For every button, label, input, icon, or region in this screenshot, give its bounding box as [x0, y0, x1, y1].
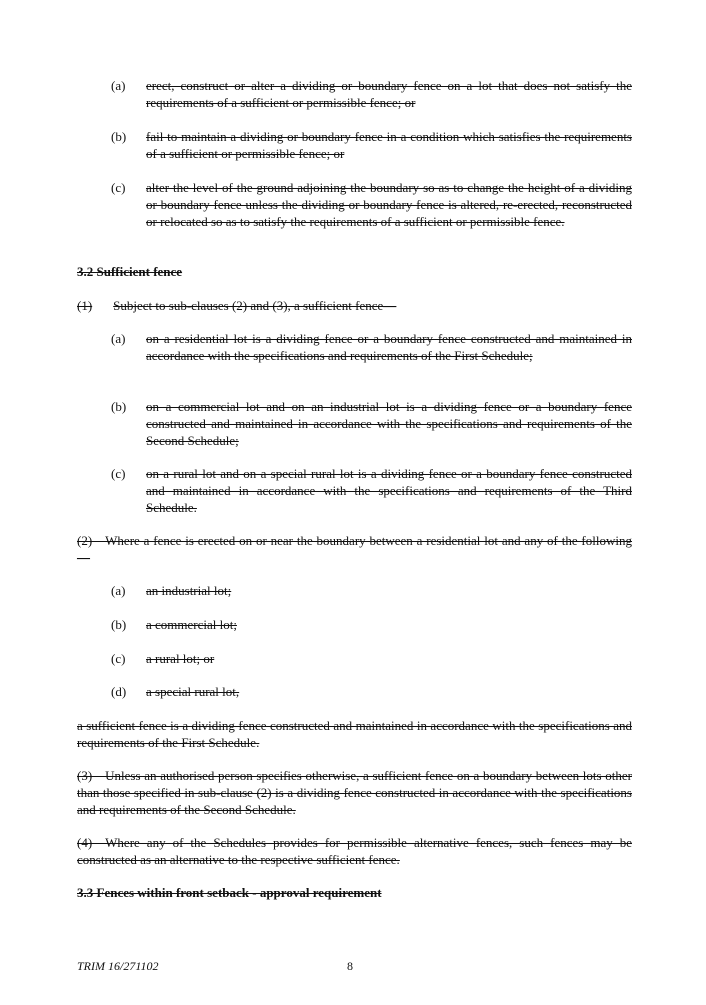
clause-1-item-a [111, 330, 632, 364]
clause-1-label: (1) [77, 298, 93, 313]
clause-1-item-c [111, 465, 632, 516]
clause-2-item-c-label: (c) [111, 651, 126, 666]
intro-item-b-label: (b) [111, 129, 127, 144]
clause-1-item-b-label: (b) [111, 399, 127, 414]
clause-2-item-a [111, 582, 632, 599]
intro-item-a [111, 77, 632, 111]
clause-2-item-b [111, 616, 632, 633]
clause-3: (3) Unless an authorised person specifies otherwise, a sufficient fence on a boundary between lots other than those specified in sub-clause (2) is a dividing fence constructed in accordance with the specifications and requirements of the Second Schedule. [77, 768, 632, 817]
section-heading-3-3: 3.3 Fences within front setback - approval requirement [77, 885, 382, 900]
clause-2-item-d-text: a special rural lot, [146, 684, 240, 699]
clause-2-item-b-text: a commercial lot; [146, 617, 237, 632]
intro-item-a-text: erect, construct or alter a dividing or boundary fence on a lot that does not satisfy the requirements of a sufficient or permissible fence; or [146, 78, 632, 110]
clause-1-text: Subject to sub-clauses (2) and (3), a sufficient fence— [113, 298, 397, 313]
clause-2: (2) Where a fence is erected on or near the boundary between a residential lot and any of the following— [77, 533, 632, 565]
clause-2-item-d-label: (d) [111, 684, 127, 699]
clause-2-item-c [111, 650, 632, 667]
clause-1-item-c-label: (c) [111, 466, 126, 481]
intro-item-c-text: alter the level of the ground adjoining the boundary so as to change the height of a dividing or boundary fence unless the dividing or boundary fence is altered, re-erected, reconstructed or relocated so as to satisfy the requirements of a sufficient or permissible fence. [146, 180, 632, 229]
clause-1-item-c-text: on a rural lot and on a special rural lot is a dividing fence or a boundary fence constructed and maintained in accordance with the specifications and requirements of the Third Schedule. [146, 466, 632, 515]
clause-4: (4) Where any of the Schedules provides for permissible alternative fences, such fences may be constructed as an alternative to the respective sufficient fence. [77, 835, 632, 867]
clause-1-item-a-text: on a residential lot is a dividing fence or a boundary fence constructed and maintained in accordance with the specifications and requirements of the First Schedule; [146, 331, 632, 363]
intro-item-b [111, 128, 632, 162]
intro-item-c [111, 179, 632, 230]
clause-2-item-b-label: (b) [111, 617, 127, 632]
clause-1-item-b [111, 398, 632, 449]
footer-trim-reference: TRIM 16/271102 [77, 959, 159, 973]
clause-1-item-b-text: on a commercial lot and on an industrial lot is a dividing fence or a boundary fence constructed and maintained in accordance with the specifications and requirements of the Second Schedule; [146, 399, 632, 448]
clause-1-item-a-label: (a) [111, 331, 126, 346]
intro-item-b-text: fail to maintain a dividing or boundary fence in a condition which satisfies the requirements of a sufficient or permissible fence; or [146, 129, 632, 161]
clause-2-item-a-text: an industrial lot; [146, 583, 232, 598]
intro-item-a-label: (a) [111, 78, 126, 93]
section-heading-3-2: 3.2 Sufficient fence [77, 264, 183, 279]
clause-2-item-c-text: a rural lot; or [146, 651, 215, 666]
footer-page-number: 8 [347, 959, 353, 973]
clause-1 [77, 297, 396, 314]
clause-2-item-d [111, 683, 632, 700]
intro-item-c-label: (c) [111, 180, 126, 195]
clause-2-tail: a sufficient fence is a dividing fence constructed and maintained in accordance with the specifications and requirements of the First Schedule. [77, 718, 632, 750]
clause-2-item-a-label: (a) [111, 583, 126, 598]
